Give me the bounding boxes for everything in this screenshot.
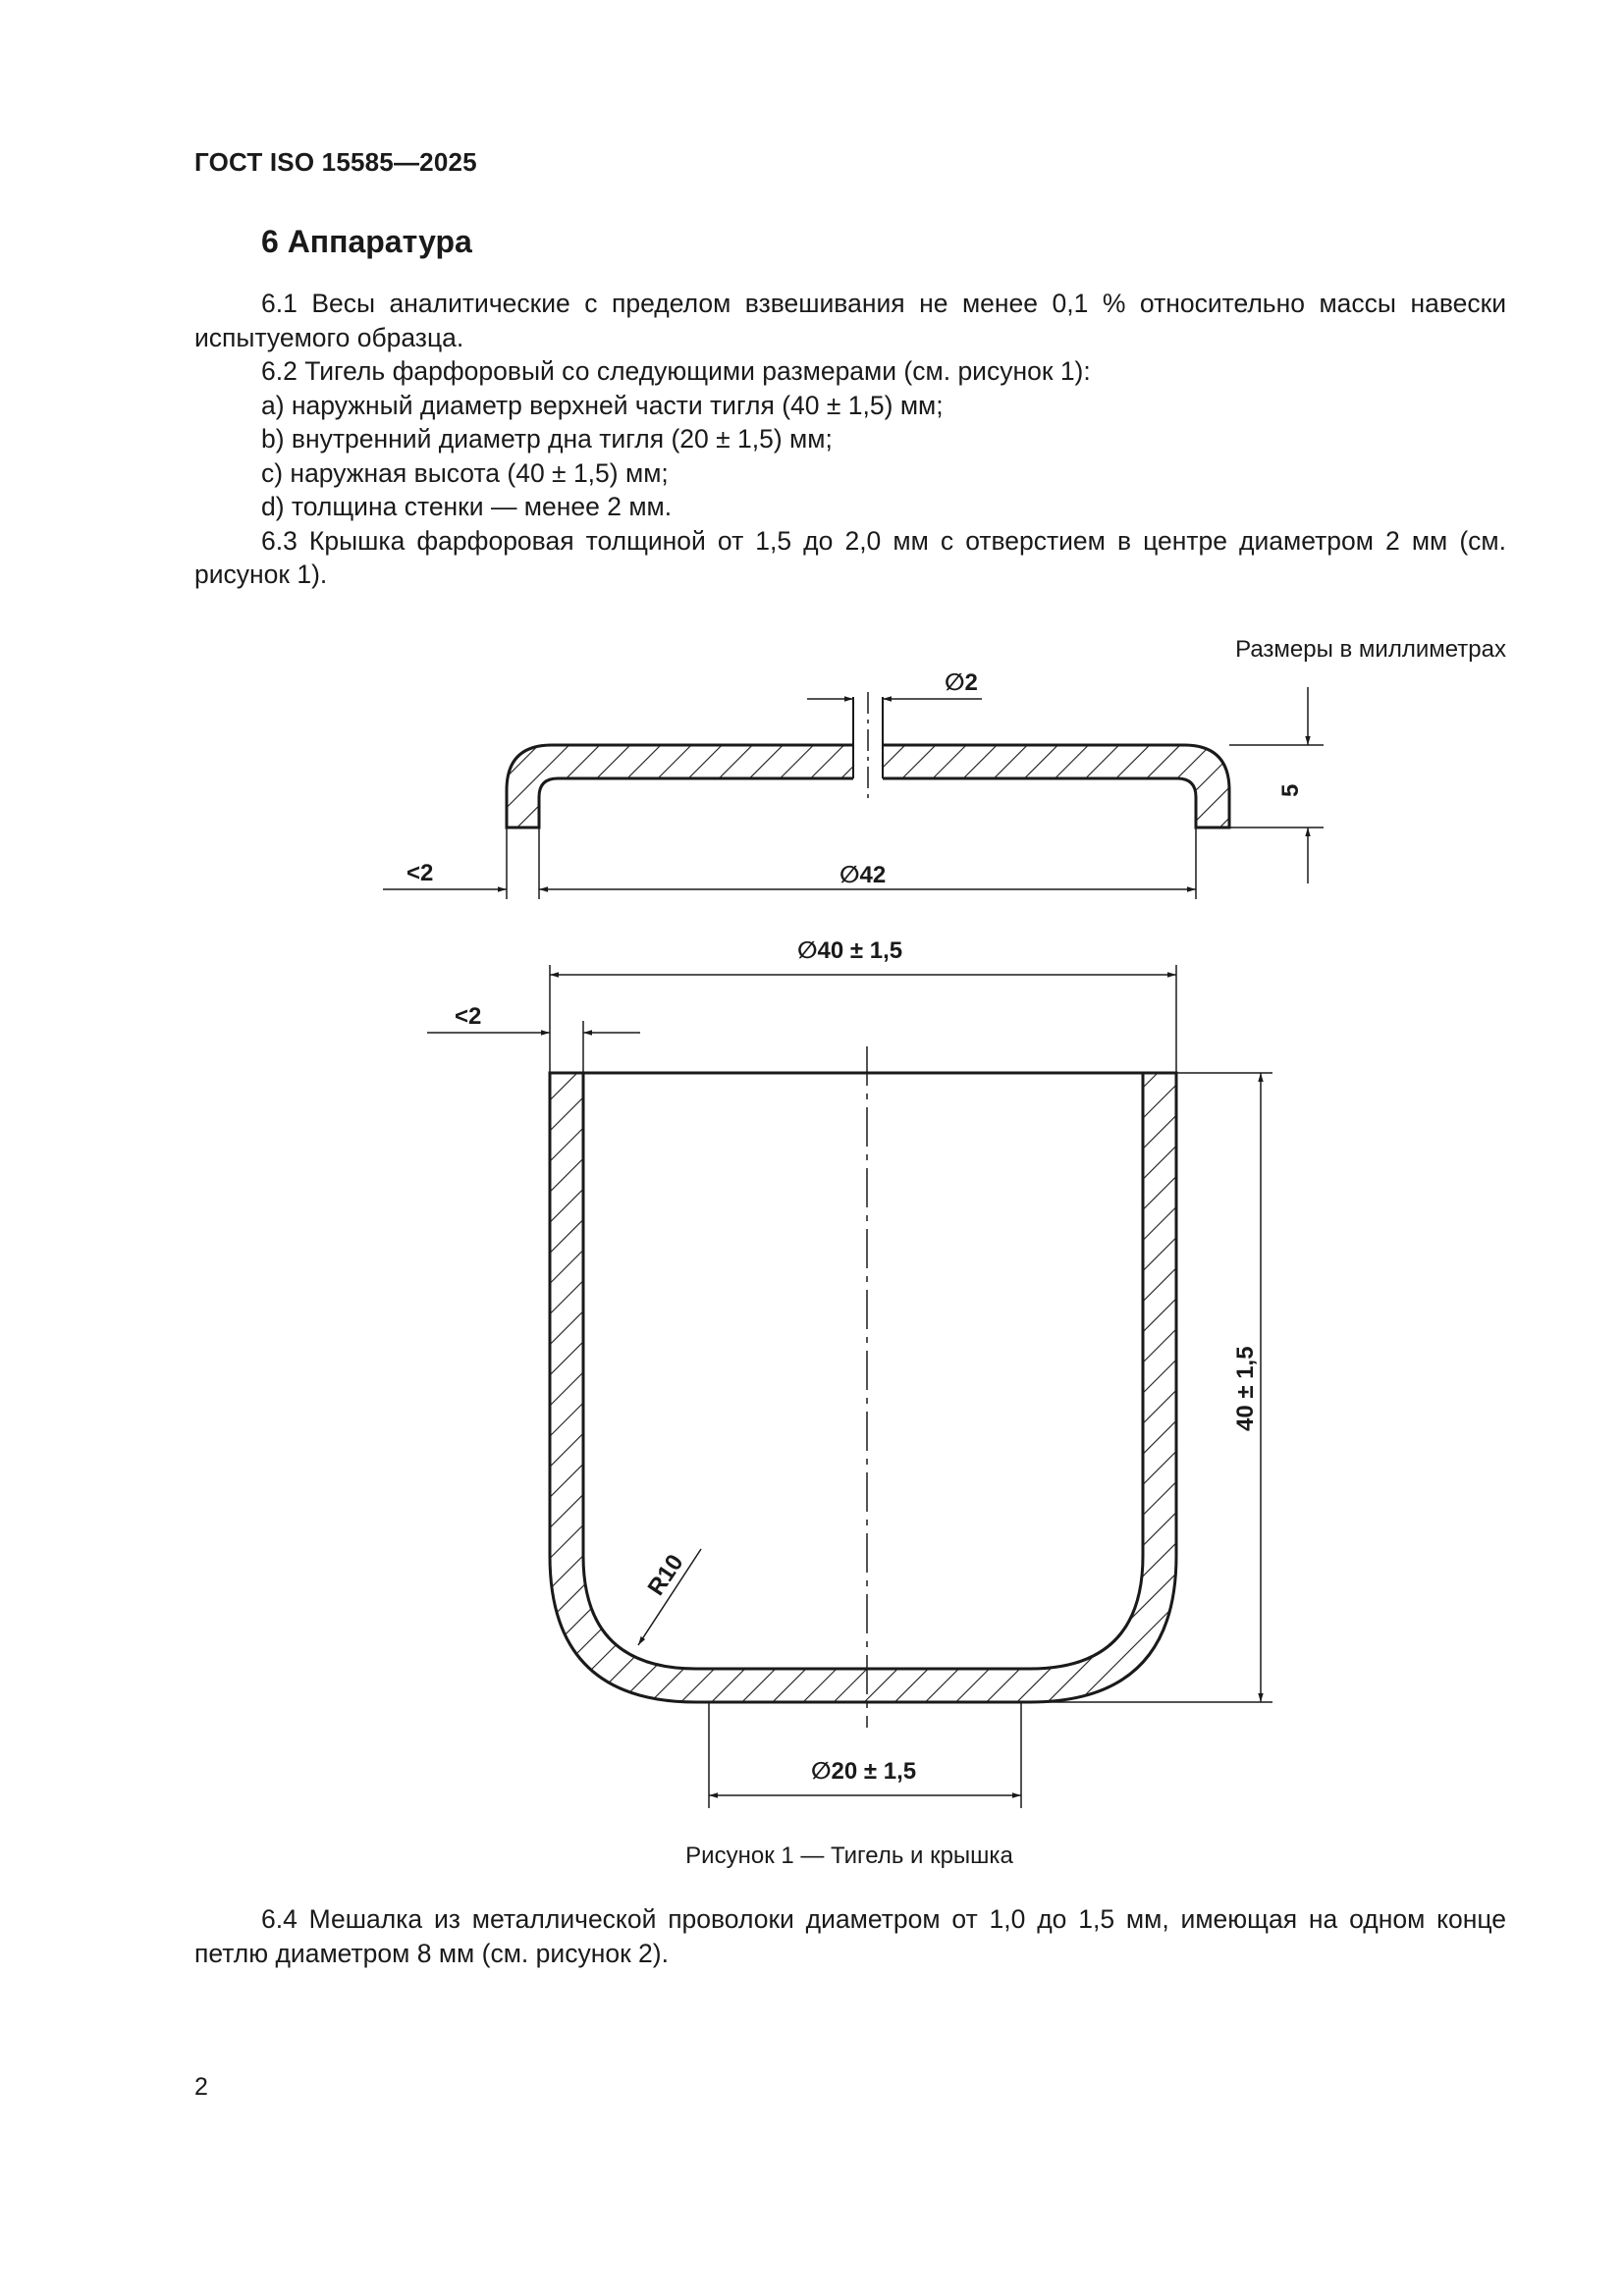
crucible-height-dim: 40 ± 1,5 xyxy=(1232,1346,1259,1431)
paragraph-6-1: 6.1 Весы аналитические с пределом взвешивания не менее 0,1 % относительно массы навески испытуемого образца. xyxy=(194,289,1506,352)
list-item-c: c) наружная высота (40 ± 1,5) мм; xyxy=(261,457,669,488)
lid-height-dim: 5 xyxy=(1277,783,1304,797)
lid-outer-dia-dim: ∅42 xyxy=(839,862,887,888)
crucible-drawing xyxy=(427,937,1272,1808)
crucible-radius-dim: R10 xyxy=(642,1549,689,1601)
lid-wall-dim: <2 xyxy=(406,860,434,886)
figure-caption: Рисунок 1 — Тигель и крышка xyxy=(685,1842,1013,1869)
list-item-a: a) наружный диаметр верхней части тигля (40 ± 1,5) мм; xyxy=(261,390,944,420)
section-title: 6 Аппаратура xyxy=(261,224,472,259)
paragraph-6-2: 6.2 Тигель фарфоровый со следующими размерами (см. рисунок 1): xyxy=(261,356,1091,386)
paragraph-6-4: 6.4 Мешалка из металлической проволоки диаметром от 1,0 до 1,5 мм, имеющая на одном конце петлю диаметром 8 мм (см. рисунок 2). xyxy=(194,1904,1506,1968)
page-number: 2 xyxy=(194,2073,208,2101)
crucible-bottom-dia-dim: ∅20 ± 1,5 xyxy=(811,1758,917,1785)
list-item-d: d) толщина стенки — менее 2 мм. xyxy=(261,492,673,521)
lid-drawing xyxy=(383,669,1324,899)
units-note: Размеры в миллиметрах xyxy=(1235,636,1506,663)
crucible-wall-dim: <2 xyxy=(455,1003,482,1030)
paragraph-6-3: 6.3 Крышка фарфоровая толщиной от 1,5 до 2,0 мм с отверстием в центре диаметром 2 мм (см. рисунок 1). xyxy=(194,525,1506,589)
crucible-section xyxy=(550,1073,1176,1702)
document-header: ГОСТ ISO 15585—2025 xyxy=(194,147,477,177)
crucible-top-dia-dim: ∅40 ± 1,5 xyxy=(797,937,903,964)
list-item-b: b) внутренний диаметр дна тигля (20 ± 1,5) мм; xyxy=(261,424,833,454)
lid-hole-dim: ∅2 xyxy=(945,669,978,696)
text-block-bottom xyxy=(194,1902,1506,1970)
